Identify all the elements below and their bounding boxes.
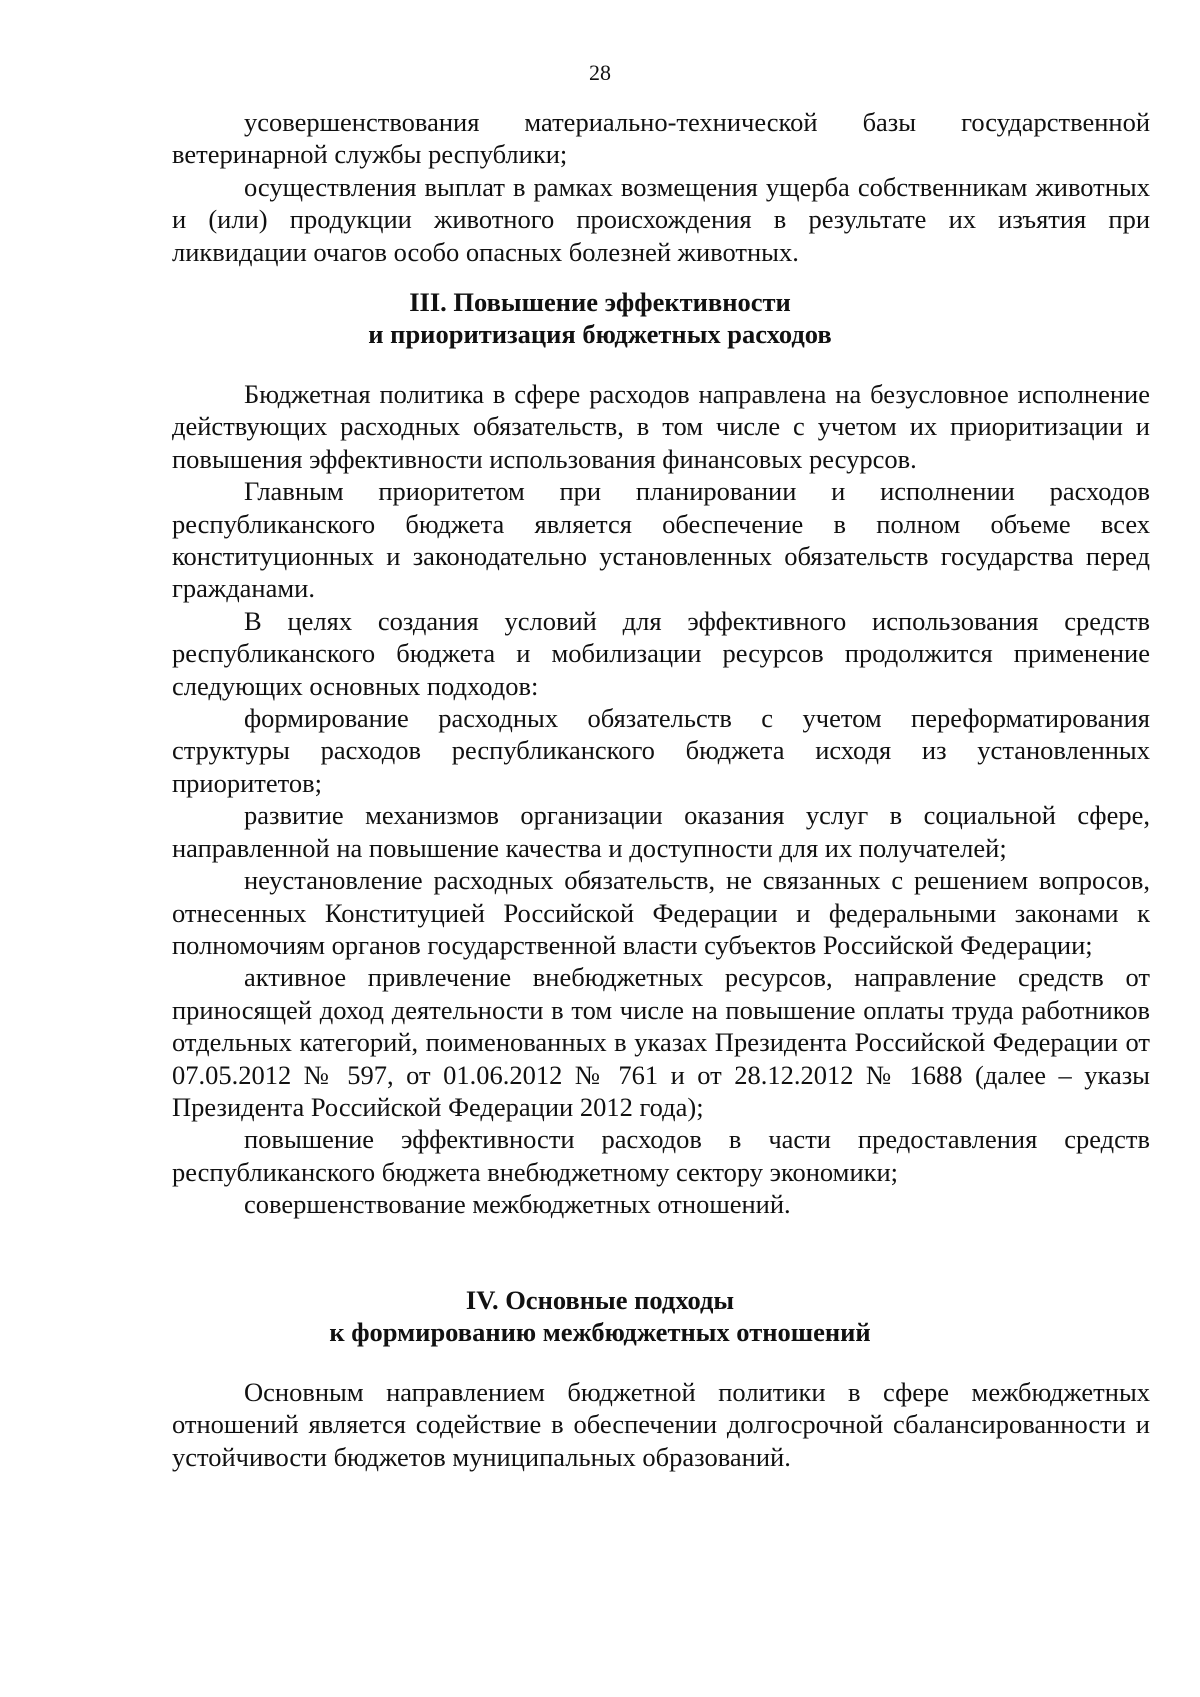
section-3-title-line-1: III. Повышение эффективности [409, 287, 791, 317]
paragraph: Главным приоритетом при планировании и исполнении расходов республиканского бюджета является обеспечение в полном объеме всех конституционных и законодательно установленных обязательств государства перед гражданами. [172, 476, 1150, 604]
paragraph: развитие механизмов организации оказания услуг в социальной сфере, направленной на повышение качества и доступности для их получателей; [172, 800, 1150, 863]
paragraph: повышение эффективности расходов в части предоставления средств республиканского бюджета внебюджетному сектору экономики; [172, 1124, 1150, 1187]
section-3-body [172, 378, 1150, 1221]
section-4-title-line-1: IV. Основные подходы [465, 1285, 735, 1315]
paragraph: В целях создания условий для эффективного использования средств республиканского бюджета и мобилизации ресурсов продолжится применение следующих основных подходов: [172, 605, 1150, 701]
section-4-body [172, 1376, 1150, 1473]
paragraph: усовершенствования материально-технической базы государственной ветеринарной службы республики; [172, 107, 1150, 170]
page-number: 28 [589, 60, 611, 85]
continuation-block [172, 106, 1150, 268]
section-3-heading [0, 286, 1200, 350]
section-4-title-line-2: к формированию межбюджетных отношений [329, 1317, 871, 1347]
paragraph: активное привлечение внебюджетных ресурсов, направление средств от приносящей доход деятельности в том числе на повышение оплаты труда работников отдельных категорий, поименованных в указах Президента Российской Федерации от 07.05.2012 № 597, от 01.06.2012 № 761 и от 28.12.2012 № 1688 (далее – указы Президента Российской Федерации 2012 года); [172, 962, 1150, 1122]
paragraph: формирование расходных обязательств с учетом переформатирования структуры расходов республиканского бюджета исходя из установленных приоритетов; [172, 703, 1150, 798]
paragraph: неустановление расходных обязательств, не связанных с решением вопросов, отнесенных Конституцией Российской Федерации и федеральными законами к полномочиям органов государственной власти субъектов Российской Федерации; [172, 865, 1150, 960]
paragraph: Бюджетная политика в сфере расходов направлена на безусловное исполнение действующих расходных обязательств, в том числе с учетом их приоритизации и повышения эффективности использования финансовых ресурсов. [172, 379, 1150, 474]
paragraph: совершенствование межбюджетных отношений. [244, 1189, 791, 1220]
section-4-heading [0, 1284, 1200, 1348]
paragraph: Основным направлением бюджетной политики в сфере межбюджетных отношений является содействие в обеспечении долгосрочной сбалансированности и устойчивости бюджетов муниципальных образований. [172, 1377, 1150, 1472]
paragraph: осуществления выплат в рамках возмещения ущерба собственникам животных и (или) продукции животного происхождения в результате их изъятия при ликвидации очагов особо опасных болезней животных. [172, 171, 1150, 267]
section-3-title-line-2: и приоритизация бюджетных расходов [368, 319, 832, 349]
